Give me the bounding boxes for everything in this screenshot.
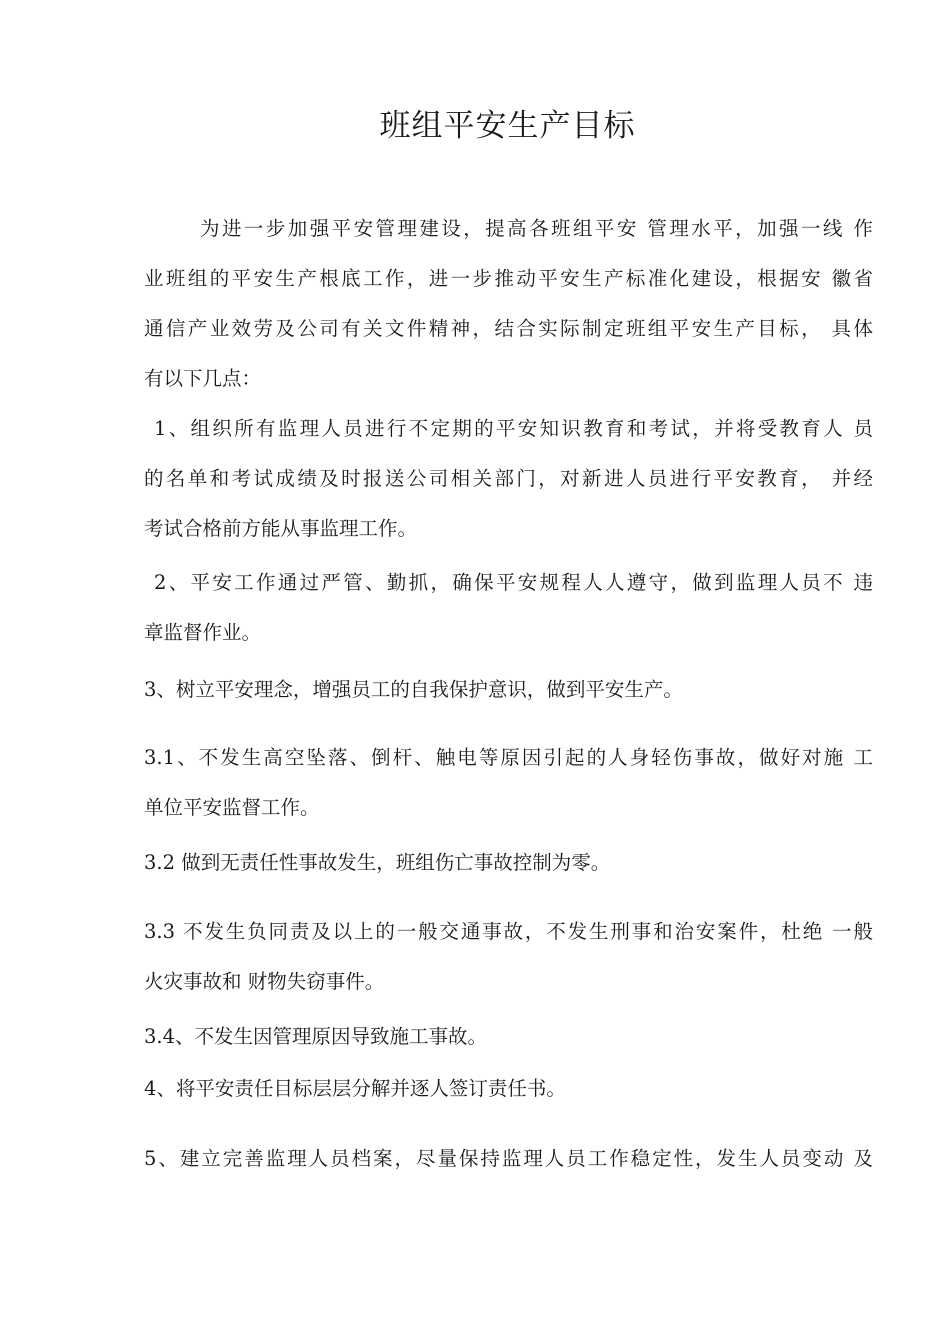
paragraph-line: 有以下几点： xyxy=(144,367,262,390)
list-item-line: 火灾事故和 财物失窃事件。 xyxy=(144,970,385,993)
list-item-line: 章监督作业。 xyxy=(144,621,262,644)
list-item-line: 考试合格前方能从事监理工作。 xyxy=(144,517,418,540)
list-item-line: 单位平安监督工作。 xyxy=(144,796,320,819)
list-item-line: 3、树立平安理念，增强员工的自我保护意识，做到平安生产。 xyxy=(144,678,683,701)
list-item-line: 3.2 做到无责任性事故发生，班组伤亡事故控制为零。 xyxy=(144,851,611,874)
paragraph-line: 为进一步加强平安管理建设，提高各班组平安 管理水平，加强一线 作 xyxy=(200,217,873,240)
list-item-line: 5、建立完善监理人员档案，尽量保持监理人员工作稳定性，发生人员变动 及 xyxy=(144,1147,873,1170)
list-item-line: 的名单和考试成绩及时报送公司相关部门，对新进人员进行平安教育， 并经 xyxy=(144,467,873,490)
paragraph-line: 业班组的平安生产根底工作，进一步推动平安生产标准化建设，根据安 徽省 xyxy=(144,267,873,290)
paragraph-line: 通信产业效劳及公司有关文件精神，结合实际制定班组平安生产目标， 具体 xyxy=(144,317,873,340)
list-item-line: 3.1、不发生高空坠落、倒杆、触电等原因引起的人身轻伤事故，做好对施 工 xyxy=(144,746,873,769)
list-item-line: 3.4、不发生因管理原因导致施工事故。 xyxy=(144,1025,488,1048)
list-item-line: 3.3 不发生负同责及以上的一般交通事故，不发生刑事和治安案件，杜绝 一般 xyxy=(144,920,873,943)
list-item-line: 2、平安工作通过严管、勤抓，确保平安规程人人遵守，做到监理人员不 违 xyxy=(154,571,873,594)
list-item-line: 1、组织所有监理人员进行不定期的平安知识教育和考试，并将受教育人 员 xyxy=(154,417,873,440)
list-item-line: 4、将平安责任目标层层分解并逐人签订责任书。 xyxy=(144,1077,566,1100)
document-title: 班组平安生产目标 xyxy=(379,108,636,144)
